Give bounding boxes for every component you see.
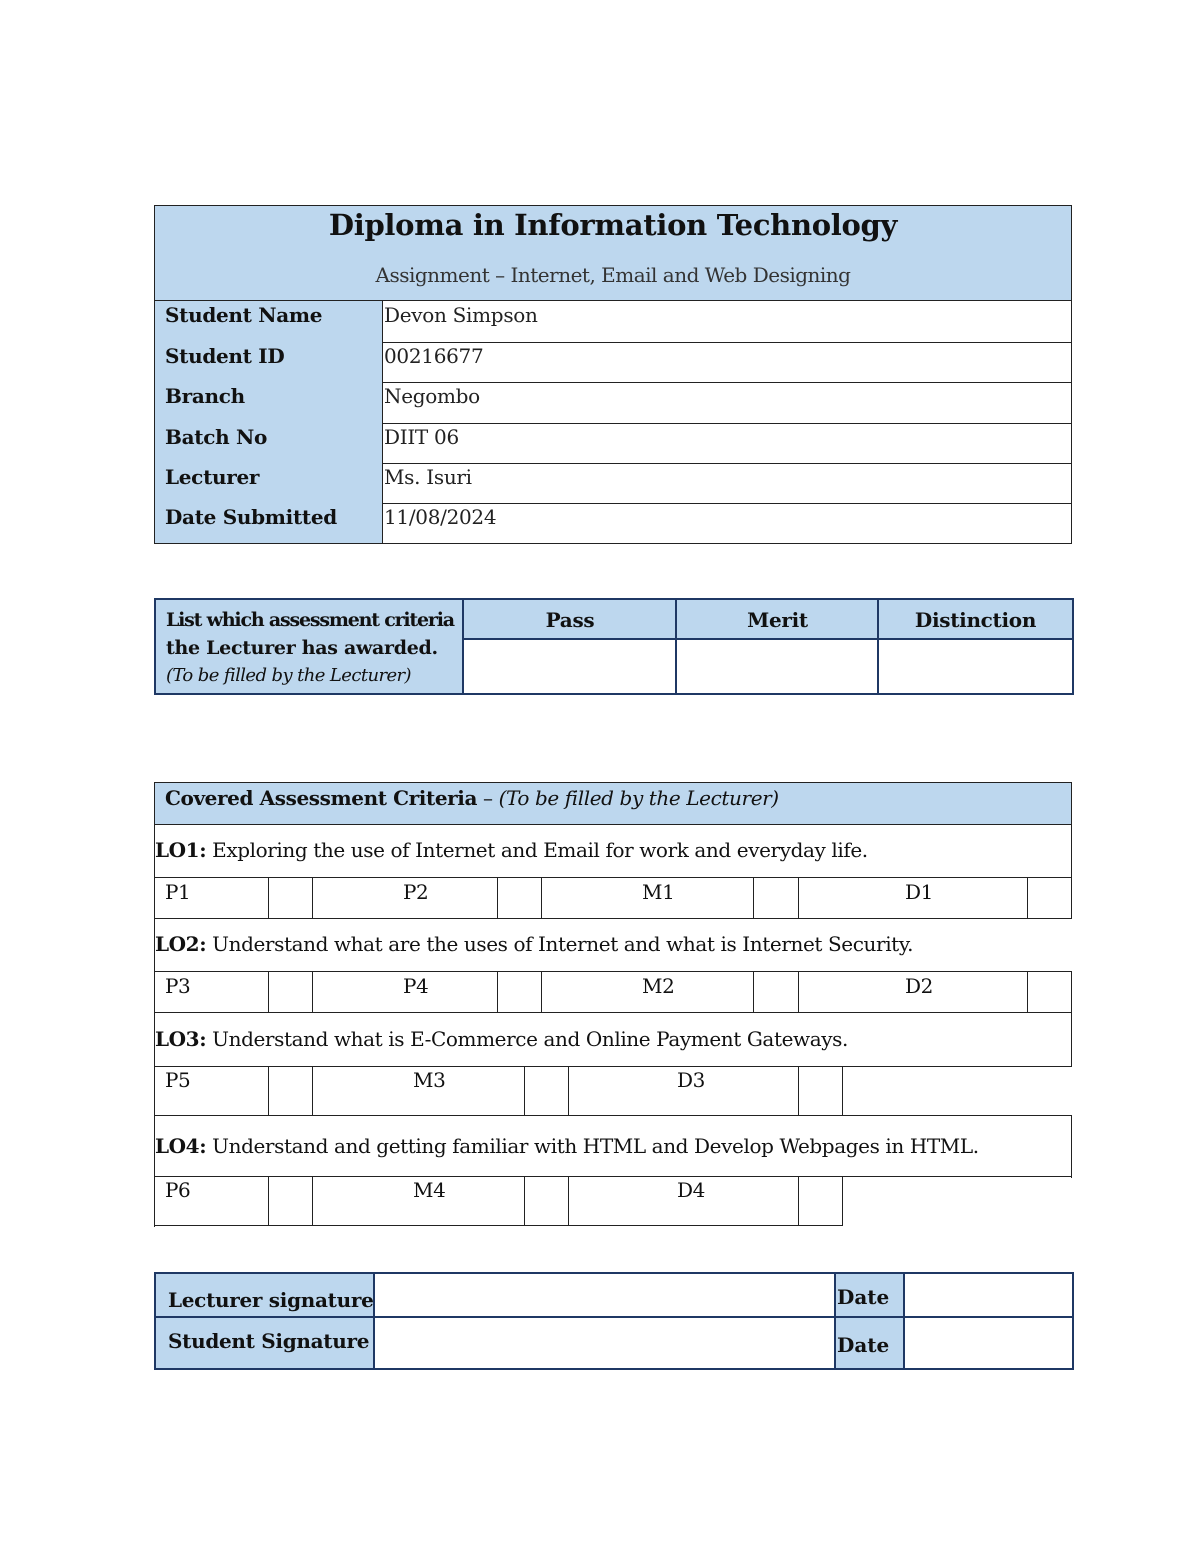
pass-header: Pass bbox=[464, 600, 676, 640]
covered-criteria-header bbox=[155, 783, 1071, 824]
divider bbox=[312, 971, 313, 1013]
divider bbox=[541, 877, 542, 919]
divider bbox=[798, 971, 799, 1013]
criterion-m4: M4 bbox=[413, 1178, 446, 1202]
date-submitted-label: Date Submitted bbox=[155, 503, 383, 543]
criterion-p5: P5 bbox=[165, 1068, 191, 1092]
divider bbox=[268, 1176, 269, 1226]
criterion-d2: D2 bbox=[905, 974, 933, 998]
merit-input-cell[interactable] bbox=[678, 640, 879, 693]
lo2-description: LO2: Understand what are the uses of Internet and what is Internet Security. bbox=[155, 932, 914, 956]
divider bbox=[524, 1066, 525, 1116]
distinction-header: Distinction bbox=[879, 600, 1072, 640]
branch-row bbox=[155, 382, 1071, 424]
divider bbox=[798, 1176, 799, 1226]
divider bbox=[842, 1176, 843, 1226]
assignment-subtitle: Assignment – Internet, Email and Web Designing bbox=[375, 263, 851, 287]
divider bbox=[154, 1115, 1072, 1116]
covered-criteria-dash: – bbox=[477, 786, 499, 810]
divider bbox=[268, 1066, 269, 1116]
batch-row bbox=[155, 423, 1071, 464]
student-signature-label: Student Signature bbox=[168, 1329, 370, 1353]
lo3-description: LO3: Understand what is E-Commerce and Online Payment Gateways. bbox=[155, 1027, 848, 1051]
divider bbox=[268, 971, 269, 1013]
lecturer-value[interactable]: Ms. Isuri bbox=[384, 465, 472, 489]
divider bbox=[497, 971, 498, 1013]
lecturer-row bbox=[155, 463, 1071, 504]
divider bbox=[675, 600, 677, 693]
criterion-d4: D4 bbox=[677, 1178, 705, 1202]
student-name-value[interactable]: Devon Simpson bbox=[384, 303, 538, 327]
date-submitted-value[interactable]: 11/08/2024 bbox=[384, 505, 497, 529]
lo4-code: LO4: bbox=[155, 1134, 207, 1158]
awarded-label-line2: the Lecturer has awarded. bbox=[166, 637, 438, 659]
divider bbox=[312, 1176, 313, 1226]
lecturer-date-label: Date bbox=[837, 1285, 890, 1309]
student-name-label: Student Name bbox=[155, 301, 383, 342]
lo2-code: LO2: bbox=[155, 932, 207, 956]
criterion-d3: D3 bbox=[677, 1068, 705, 1092]
awarded-criteria-table bbox=[154, 598, 1074, 695]
criterion-p6: P6 bbox=[165, 1178, 191, 1202]
lo1-code: LO1: bbox=[155, 838, 207, 862]
divider bbox=[497, 877, 498, 919]
signature-table bbox=[154, 1272, 1074, 1370]
student-id-value[interactable]: 00216677 bbox=[384, 344, 484, 368]
divider bbox=[312, 877, 313, 919]
lo1-description: LO1: Exploring the use of Internet and Email for work and everyday life. bbox=[155, 838, 868, 862]
lecturer-date-field[interactable] bbox=[907, 1274, 1072, 1316]
student-name-row bbox=[155, 301, 1071, 343]
covered-criteria-title: Covered Assessment Criteria bbox=[165, 786, 478, 810]
batch-label: Batch No bbox=[155, 423, 383, 463]
divider bbox=[154, 1012, 1072, 1013]
student-date-field[interactable] bbox=[907, 1318, 1072, 1368]
lo4-description: LO4: Understand and getting familiar with HTML and Develop Webpages in HTML. bbox=[155, 1134, 979, 1158]
divider bbox=[154, 1176, 1072, 1177]
criterion-m1: M1 bbox=[642, 880, 675, 904]
criterion-d1: D1 bbox=[905, 880, 933, 904]
branch-value[interactable]: Negombo bbox=[384, 384, 480, 408]
criterion-m3: M3 bbox=[413, 1068, 446, 1092]
student-info-table bbox=[154, 205, 1072, 544]
page-title: Diploma in Information Technology bbox=[328, 208, 898, 242]
divider bbox=[154, 782, 1072, 783]
divider bbox=[877, 600, 879, 693]
pass-input-cell[interactable] bbox=[464, 640, 676, 693]
criterion-p3: P3 bbox=[165, 974, 191, 998]
divider bbox=[154, 1066, 1072, 1067]
divider bbox=[154, 824, 1072, 825]
student-date-label: Date bbox=[837, 1333, 890, 1357]
divider bbox=[842, 1066, 843, 1116]
divider bbox=[568, 1066, 569, 1116]
awarded-label-line1: List which assessment criteria bbox=[166, 609, 454, 631]
lecturer-label: Lecturer bbox=[155, 463, 383, 503]
lecturer-signature-label: Lecturer signature bbox=[168, 1288, 374, 1312]
criterion-p1: P1 bbox=[165, 880, 191, 904]
divider bbox=[541, 971, 542, 1013]
divider bbox=[753, 877, 754, 919]
divider bbox=[154, 918, 1072, 919]
criterion-p4: P4 bbox=[403, 974, 429, 998]
merit-header: Merit bbox=[676, 600, 879, 640]
divider bbox=[154, 877, 1072, 878]
divider bbox=[1027, 877, 1028, 919]
divider bbox=[1027, 971, 1028, 1013]
distinction-input-cell[interactable] bbox=[881, 640, 1072, 693]
criterion-p2: P2 bbox=[403, 880, 429, 904]
student-signature-field[interactable] bbox=[377, 1318, 834, 1368]
divider bbox=[154, 1225, 843, 1226]
divider bbox=[798, 1066, 799, 1116]
divider bbox=[154, 971, 1072, 972]
branch-label: Branch bbox=[155, 382, 383, 423]
divider bbox=[798, 877, 799, 919]
divider bbox=[312, 1066, 313, 1116]
lecturer-signature-field[interactable] bbox=[377, 1274, 834, 1316]
awarded-label-note: (To be filled by the Lecturer) bbox=[166, 665, 411, 686]
covered-criteria-note: (To be filled by the Lecturer) bbox=[498, 786, 779, 810]
batch-value[interactable]: DIIT 06 bbox=[384, 425, 459, 449]
divider bbox=[1071, 782, 1072, 919]
lo3-code: LO3: bbox=[155, 1027, 207, 1051]
divider bbox=[1071, 971, 1072, 1067]
divider bbox=[1071, 1115, 1072, 1178]
student-id-label: Student ID bbox=[155, 342, 383, 382]
divider bbox=[156, 1316, 1072, 1318]
divider bbox=[568, 1176, 569, 1226]
awarded-criteria-label bbox=[156, 600, 464, 693]
form-header bbox=[155, 206, 1071, 301]
criterion-m2: M2 bbox=[642, 974, 675, 998]
student-id-row bbox=[155, 342, 1071, 383]
divider bbox=[268, 877, 269, 919]
divider bbox=[524, 1176, 525, 1226]
divider bbox=[753, 971, 754, 1013]
date-submitted-row bbox=[155, 503, 1071, 543]
